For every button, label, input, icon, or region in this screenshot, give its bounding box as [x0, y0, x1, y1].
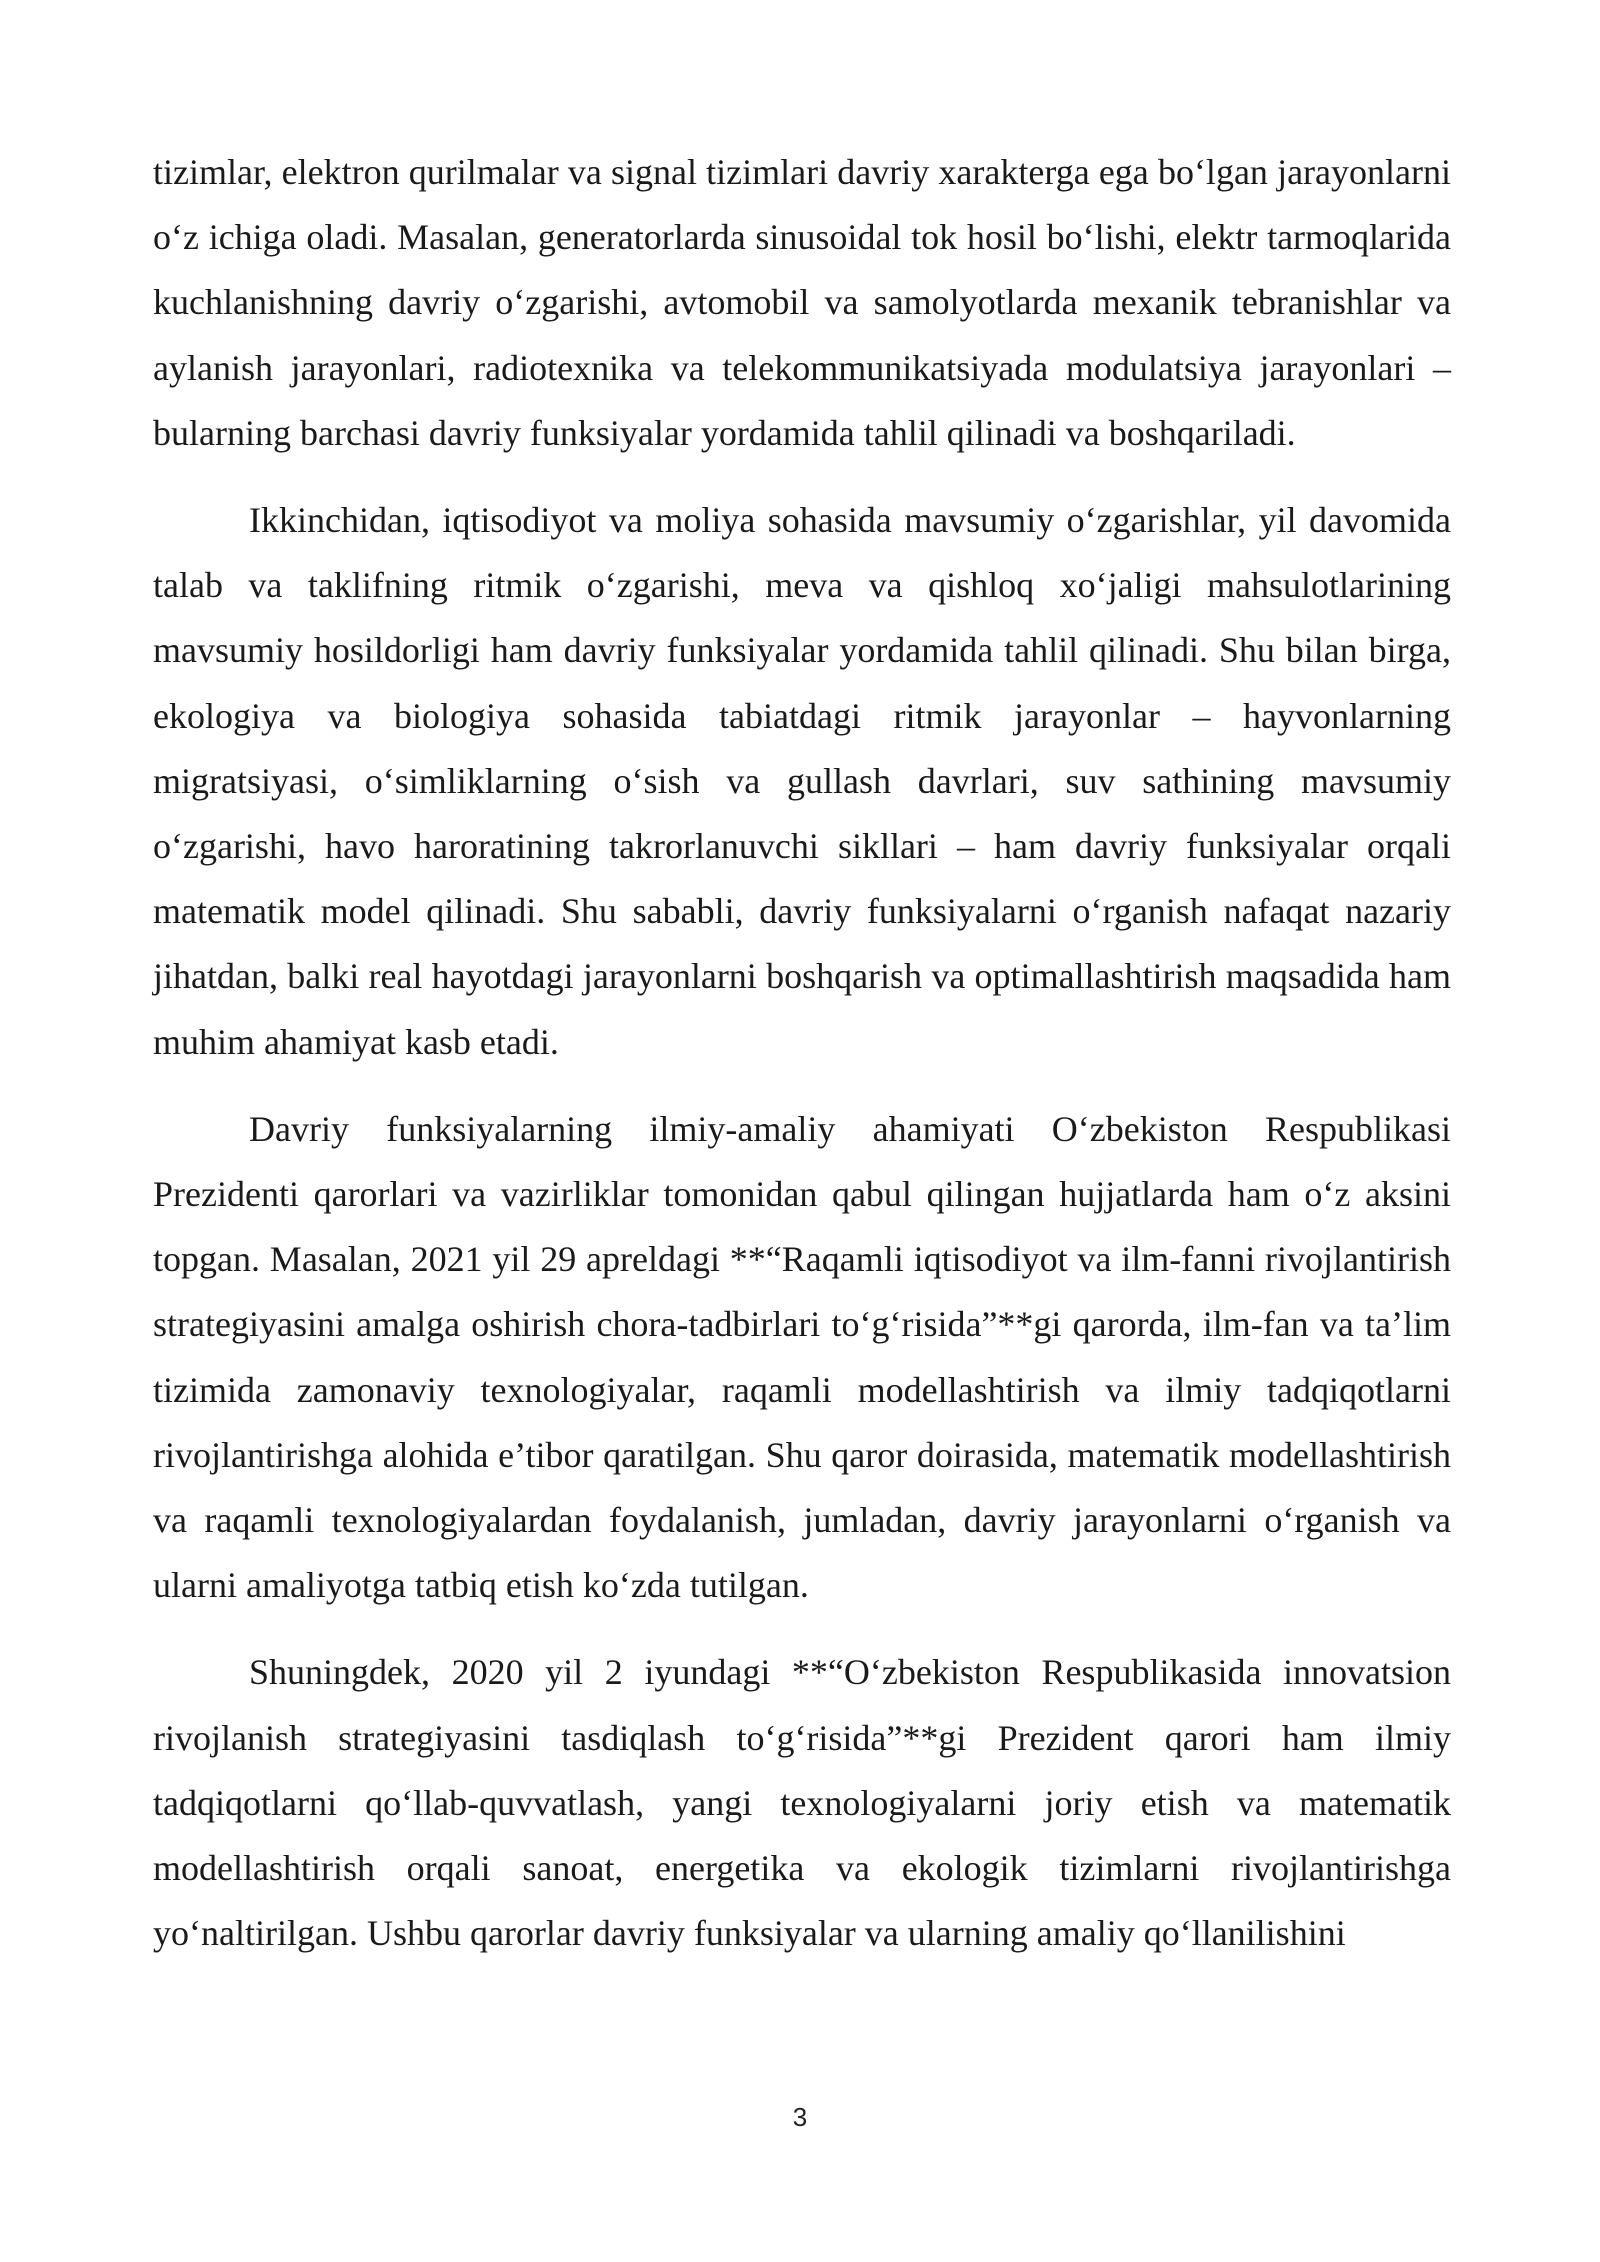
page-body	[153, 140, 1451, 1988]
paragraph-economy: Ikkinchidan, iqtisodiyot va moliya sohasida mavsumiy o‘zgarishlar, yil davomida talab va taklifning ritmik o‘zgarishi, meva va qishloq xo‘jaligi mahsulotlarining mavsumiy hosildorligi ham davriy funksiyalar yordamida tahlil qilinadi. Shu bilan birga, ekologiya va biologiya sohasida tabiatdagi ritmik jarayonlar – hayvonlarning migratsiyasi, o‘simliklarning o‘sish va gullash davrlari, suv sathining mavsumiy o‘zgarishi, havo haroratining takrorlanuvchi sikllari – ham davriy funksiyalar orqali matematik model qilinadi. Shu sababli, davriy funksiyalarni o‘rganish nafaqat nazariy jihatdan, balki real hayotdagi jarayonlarni boshqarish va optimallashtirish maqsadida ham muhim ahamiyat kasb etadi.	[153, 500, 1451, 1062]
paragraph-presidential-decree-2020: Shuningdek, 2020 yil 2 iyundagi **“O‘zbekiston Respublikasida innovatsion rivojlanish strategiyasini tasdiqlash to‘g‘risida”**gi Prezident qarori ham ilmiy tadqiqotlarni qo‘llab-quvvatlash, yangi texnologiyalarni joriy etish va matematik modellashtirish orqali sanoat, energetika va ekologik tizimlarni rivojlantirishga yo‘naltirilgan. Ushbu qarorlar davriy funksiyalar va ularning amaliy qo‘llanilishini	[153, 1652, 1451, 1954]
paragraph-presidential-decree-2021: Davriy funksiyalarning ilmiy-amaliy ahamiyati O‘zbekiston Respublikasi Prezidenti qarorlari va vazirliklar tomonidan qabul qilingan hujjatlarda ham o‘z aksini topgan. Masalan, 2021 yil 29 apreldagi **“Raqamli iqtisodiyot va ilm-fanni rivojlantirish strategiyasini amalga oshirish chora-tadbirlari to‘g‘risida”**gi qarorda, ilm-fan va ta’lim tizimida zamonaviy texnologiyalar, raqamli modellashtirish va ilmiy tadqiqotlarni rivojlantirishga alohida e’tibor qaratilgan. Shu qaror doirasida, matematik modellashtirish va raqamli texnologiyalardan foydalanish, jumladan, davriy jarayonlarni o‘rganish va ularni amaliyotga tatbiq etish ko‘zda tutilgan.	[153, 1108, 1451, 1606]
page-number: 3	[792, 2102, 808, 2132]
paragraph-continuation: tizimlar, elektron qurilmalar va signal tizimlari davriy xarakterga ega bo‘lgan jarayonlarni o‘z ichiga oladi. Masalan, generatorlarda sinusoidal tok hosil bo‘lishi, elektr tarmoqlarida kuchlanishning davriy o‘zgarishi, avtomobil va samolyotlarda mexanik tebranishlar va aylanish jarayonlari, radiotexnika va telekommunikatsiyada modulatsiya jarayonlari – bularning barchasi davriy funksiyalar yordamida tahlil qilinadi va boshqariladi.	[153, 152, 1451, 453]
